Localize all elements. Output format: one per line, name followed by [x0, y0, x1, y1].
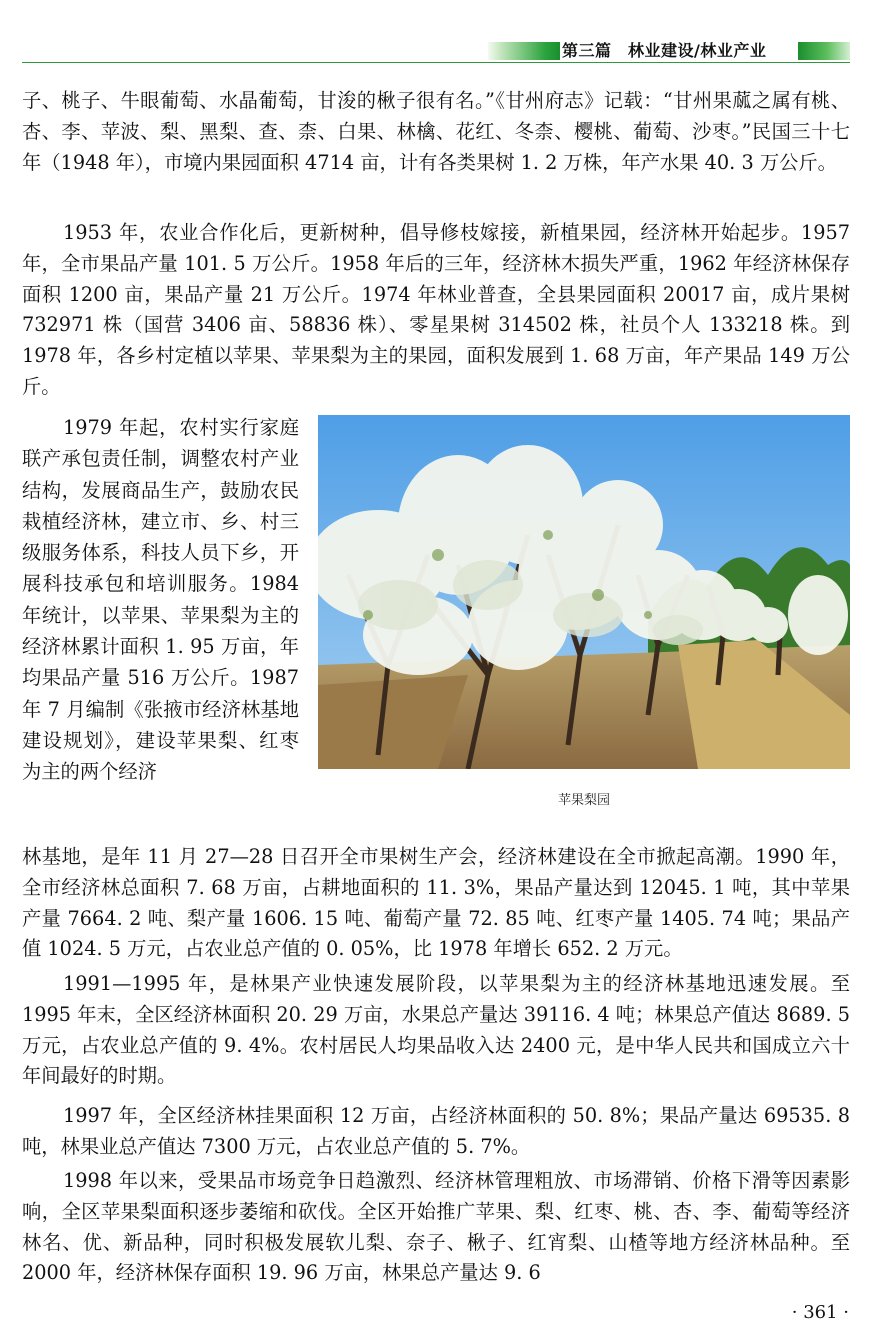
orchard-photo [318, 415, 850, 769]
paragraph-1979-continuation: 林基地，是年 11 月 27—28 日召开全市果树生产会，经济林建设在全市掀起高潮。1990 年，全市经济林总面积 7. 68 万亩，占耕地面积的 11. 3%，果品产量达到 12045. 1 吨，其中苹果产量 7664. 2 吨、梨产量 1606. 15 吨、葡萄产量 72. 85 吨、红枣产量 1405. 74 吨；果品产值 1024. 5 万元，占农业总产值的 0. 05%，比 1978 年增长 652. 2 万元。 [22, 845, 850, 961]
paragraph-1991-1995: 1991—1995 年，是林果产业快速发展阶段，以苹果梨为主的经济林基地迅速发展。至 1995 年末，全区经济林面积 20. 29 万亩，水果总产量达 39116. 4 吨；林果总产值达 8689. 5 万元，占农业总产值的 9. 4%。农村居民人均果品收入达 2400 元，是中华人民共和国成立六十年间最好的时期。 [22, 972, 850, 1088]
running-header [22, 40, 850, 62]
paragraph-1998-onward: 1998 年以来，受果品市场竞争日趋激烈、经济林管理粗放、市场滞销、价格下滑等因素影响，全区苹果梨面积逐步萎缩和砍伐。全区开始推广苹果、梨、红枣、桃、杏、李、葡萄等经济林名、优、新品种，同时积极发展软儿梨、奈子、楸子、红宵梨、山楂等地方经济林品种。至 2000 年，经济林保存面积 19. 96 万亩，林果总产量达 9. 6 [22, 1169, 850, 1285]
paragraph-1979-side-column: 1979 年起，农村实行家庭联产承包责任制，调整农村产业结构，发展商品生产，鼓励农民栽植经济林，建立市、乡、村三级服务体系，科技人员下乡，开展科技承包和培训服务。1984 年统计，以苹果、苹果梨为主的经济林累计面积 1. 95 万亩，年均果品产量 516 万公斤。1987 年 7 月编制《张掖市经济林基地建设规划》，建设苹果梨、红枣为主的两个经济 [22, 416, 299, 784]
photo-caption: 苹果梨园 [557, 793, 610, 808]
header-rule [22, 62, 850, 63]
header-green-bar-left [488, 42, 560, 60]
header-title: 第三篇 林业建设/林业产业 [562, 41, 767, 60]
page-number: · 361 · [791, 1302, 849, 1323]
header-green-bar-right [798, 42, 850, 60]
paragraph-1953-1978: 1953 年，农业合作化后，更新树种，倡导修枝嫁接，新植果园，经济林开始起步。1957 年，全市果品产量 101. 5 万公斤。1958 年后的三年，经济林木损失严重，1962 年经济林保存面积 1200 亩，果品产量 21 万公斤。1974 年林业普查，全县果园面积 20017 亩，成片果树 732971 株（国营 3406 亩、58836 株）、零星果树 314502 株，社员个人 133218 株。到 1978 年，各乡村定植以苹果、苹果梨为主的果园，面积发展到 1. 68 万亩，年产果品 149 万公斤。 [22, 221, 850, 398]
paragraph-1997: 1997 年，全区经济林挂果面积 12 万亩，占经济林面积的 50. 8%；果品产量达 69535. 8 吨，林果业总产值达 7300 万元，占农业总产值的 5. 7%。 [22, 1104, 850, 1158]
orchard-illustration [318, 415, 850, 769]
paragraph-historical-fruits: 子、桃子、牛眼葡萄、水晶葡萄，甘浚的楸子很有名。”《甘州府志》记载：“甘州果蓏之属有桃、杏、李、苹波、梨、黑梨、查、柰、白果、林檎、花红、冬柰、樱桃、葡萄、沙枣。”民国三十七年（1948 年），市境内果园面积 4714 亩，计有各类果树 1. 2 万株，年产水果 40. 3 万公斤。 [22, 89, 850, 174]
